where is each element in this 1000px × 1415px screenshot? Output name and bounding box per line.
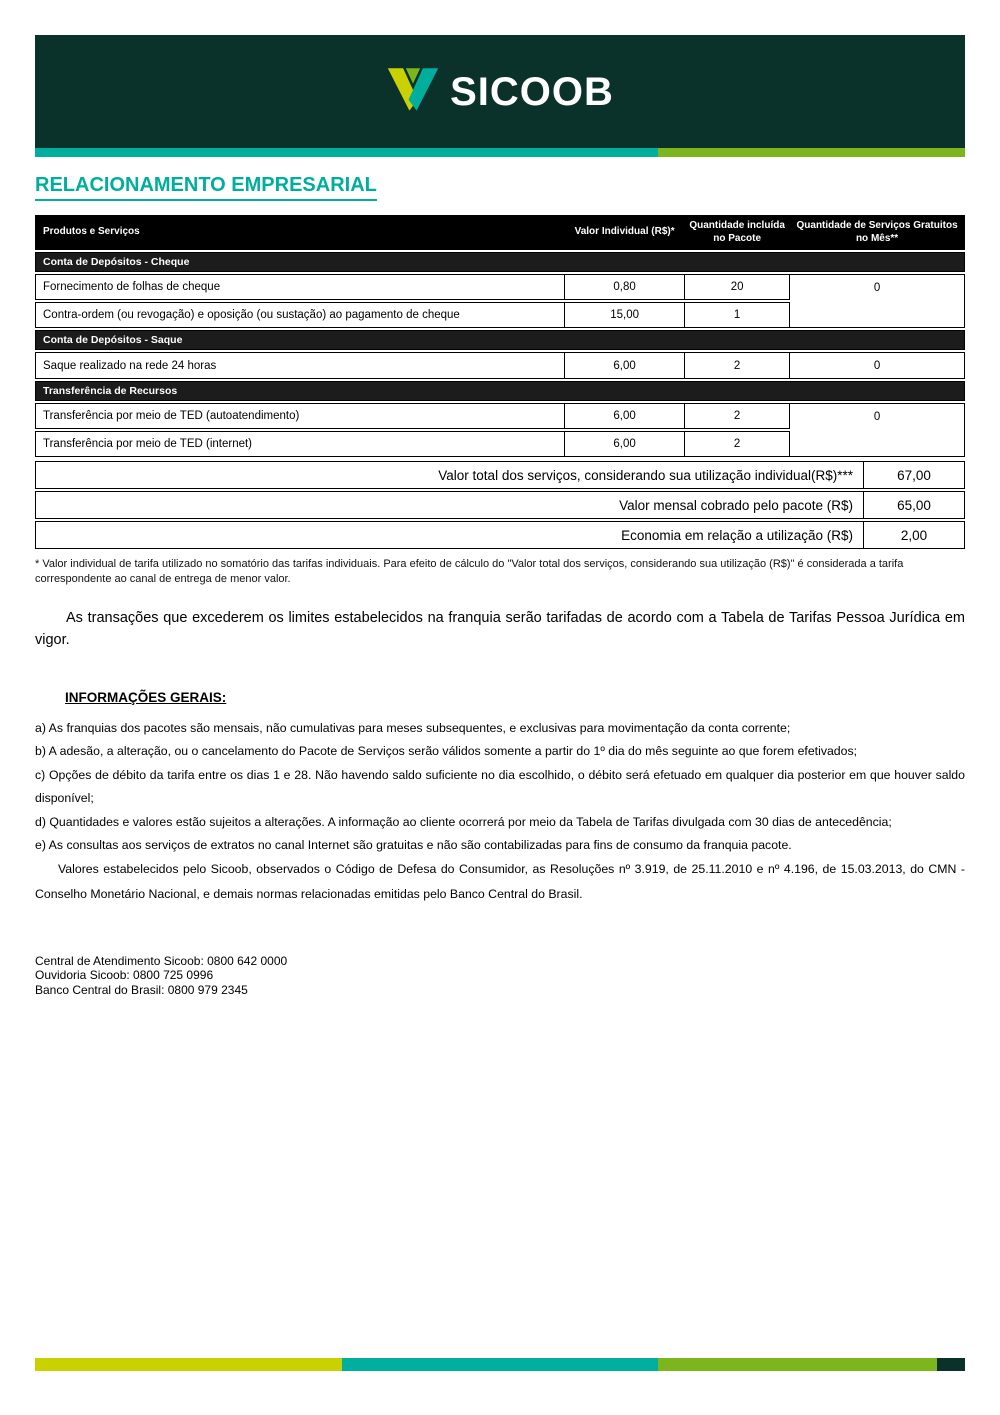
- cell-produto: Saque realizado na rede 24 horas: [35, 352, 565, 379]
- table-row: [35, 403, 965, 429]
- info-item-c: c) Opções de débito da tarifa entre os dias 1 e 28. Não havendo saldo suficiente no dia escolhido, o débito será efetuado em qualquer dia posterior em que houver saldo disponível;: [35, 767, 965, 806]
- lead-paragraph: As transações que excederem os limites estabelecidos na franquia serão tarifadas de acordo com a Tabela de Tarifas Pessoa Jurídica em vigor.: [35, 609, 965, 649]
- strip-segment-teal: [35, 148, 658, 157]
- cell-gratuitos: 0: [790, 352, 965, 379]
- cell-produto: Contra-ordem (ou revogação) e oposição (ou sustação) ao pagamento de cheque: [35, 302, 565, 328]
- general-info-section: [35, 666, 965, 908]
- info-heading: INFORMAÇÕES GERAIS:: [65, 690, 227, 706]
- cell-valor: 6,00: [565, 403, 685, 429]
- contact-info: [35, 954, 965, 998]
- strip-segment-teal: [342, 1358, 658, 1371]
- sicoob-logo-text: SICOOB: [450, 69, 614, 114]
- col-header-quantidade: Quantidade incluída no Pacote: [685, 215, 790, 250]
- cell-quantidade: 2: [685, 431, 790, 457]
- summary-row-mensal: [35, 491, 965, 519]
- table-row: [35, 274, 965, 300]
- page-title: RELACIONAMENTO EMPRESARIAL: [35, 174, 377, 201]
- contact-line-ouvidoria: Ouvidoria Sicoob: 0800 725 0996: [35, 968, 214, 983]
- header-band: [35, 35, 965, 148]
- col-header-gratuitos: Quantidade de Serviços Gratuitos no Mês**: [790, 215, 965, 250]
- cell-valor: 15,00: [565, 302, 685, 328]
- summary-label: Valor total dos serviços, considerando sua utilização individual(R$)***: [438, 467, 853, 483]
- cell-valor: 6,00: [565, 431, 685, 457]
- legal-paragraph: Valores estabelecidos pelo Sicoob, observados o Código de Defesa do Consumidor, as Resoluções nº 3.919, de 25.11.2010 e nº 4.196, de 15.03.2013, do CMN - Conselho Monetário Nacional, e demais normas relacionadas emitidas pelo Banco Central do Brasil.: [35, 862, 965, 902]
- table-header-row: [35, 215, 965, 250]
- sicoob-logo: [386, 66, 614, 117]
- section-row-cheque: [35, 252, 965, 272]
- footer-color-strip: [35, 1358, 965, 1371]
- strip-segment-green: [658, 1358, 937, 1371]
- section-title: Transferência de Recursos: [35, 381, 965, 401]
- cell-valor: 0,80: [565, 274, 685, 300]
- cell-quantidade: 20: [685, 274, 790, 300]
- cell-gratuitos: 0: [790, 403, 965, 457]
- cell-produto: Transferência por meio de TED (internet): [35, 431, 565, 457]
- tariff-table: [35, 213, 965, 459]
- summary-rows: [35, 461, 965, 549]
- cell-produto: Transferência por meio de TED (autoatendimento): [35, 403, 565, 429]
- strip-segment-green: [658, 148, 965, 157]
- col-header-valor: Valor Individual (R$)*: [565, 215, 685, 250]
- contact-line-bacen: Banco Central do Brasil: 0800 979 2345: [35, 982, 248, 997]
- strip-segment-dark: [937, 1358, 965, 1371]
- section-row-saque: [35, 330, 965, 350]
- section-title: Conta de Depósitos - Saque: [35, 330, 965, 350]
- summary-row-economia: [35, 521, 965, 549]
- info-item-a: a) As franquias dos pacotes são mensais, não cumulativas para meses subsequentes, e exclusivas para movimentação da conta corrente;: [35, 721, 791, 736]
- summary-label: Valor mensal cobrado pelo pacote (R$): [619, 497, 853, 513]
- table-row: [35, 352, 965, 379]
- cell-quantidade: 1: [685, 302, 790, 328]
- strip-segment-lime: [35, 1358, 342, 1371]
- section-row-transferencia: [35, 381, 965, 401]
- cell-gratuitos: 0: [790, 274, 965, 328]
- summary-label: Economia em relação a utilização (R$): [621, 527, 853, 543]
- header-color-strip: [35, 148, 965, 157]
- cell-valor: 6,00: [565, 352, 685, 379]
- summary-value: 67,00: [863, 462, 964, 488]
- info-item-b: b) A adesão, a alteração, ou o cancelamento do Pacote de Serviços serão válidos somente a partir do 1º dia do mês seguinte ao que forem efetivados;: [35, 744, 858, 759]
- section-title: Conta de Depósitos - Cheque: [35, 252, 965, 272]
- col-header-produtos: Produtos e Serviços: [35, 215, 565, 250]
- cell-quantidade: 2: [685, 352, 790, 379]
- summary-value: 2,00: [863, 522, 964, 548]
- contact-line-atendimento: Central de Atendimento Sicoob: 0800 642 0000: [35, 953, 288, 968]
- info-item-e: e) As consultas aos serviços de extratos no canal Internet são gratuitas e não são contabilizadas para fins de consumo da franquia pacote.: [35, 837, 792, 852]
- cell-quantidade: 2: [685, 403, 790, 429]
- table-footnote: * Valor individual de tarifa utilizado no somatório das tarifas individuais. Para efeito de cálculo do "Valor total dos serviços, considerando sua utilização (R$)" é considerada a tarifa correspondente ao canal de entrega de menor valor.: [35, 558, 904, 585]
- cell-produto: Fornecimento de folhas de cheque: [35, 274, 565, 300]
- summary-row-total: [35, 461, 965, 489]
- sicoob-chevron-icon: [386, 66, 440, 117]
- summary-value: 65,00: [863, 492, 964, 518]
- info-item-d: d) Quantidades e valores estão sujeitos a alterações. A informação ao cliente ocorrerá por meio da Tabela de Tarifas divulgada com 30 dias de antecedência;: [35, 814, 892, 829]
